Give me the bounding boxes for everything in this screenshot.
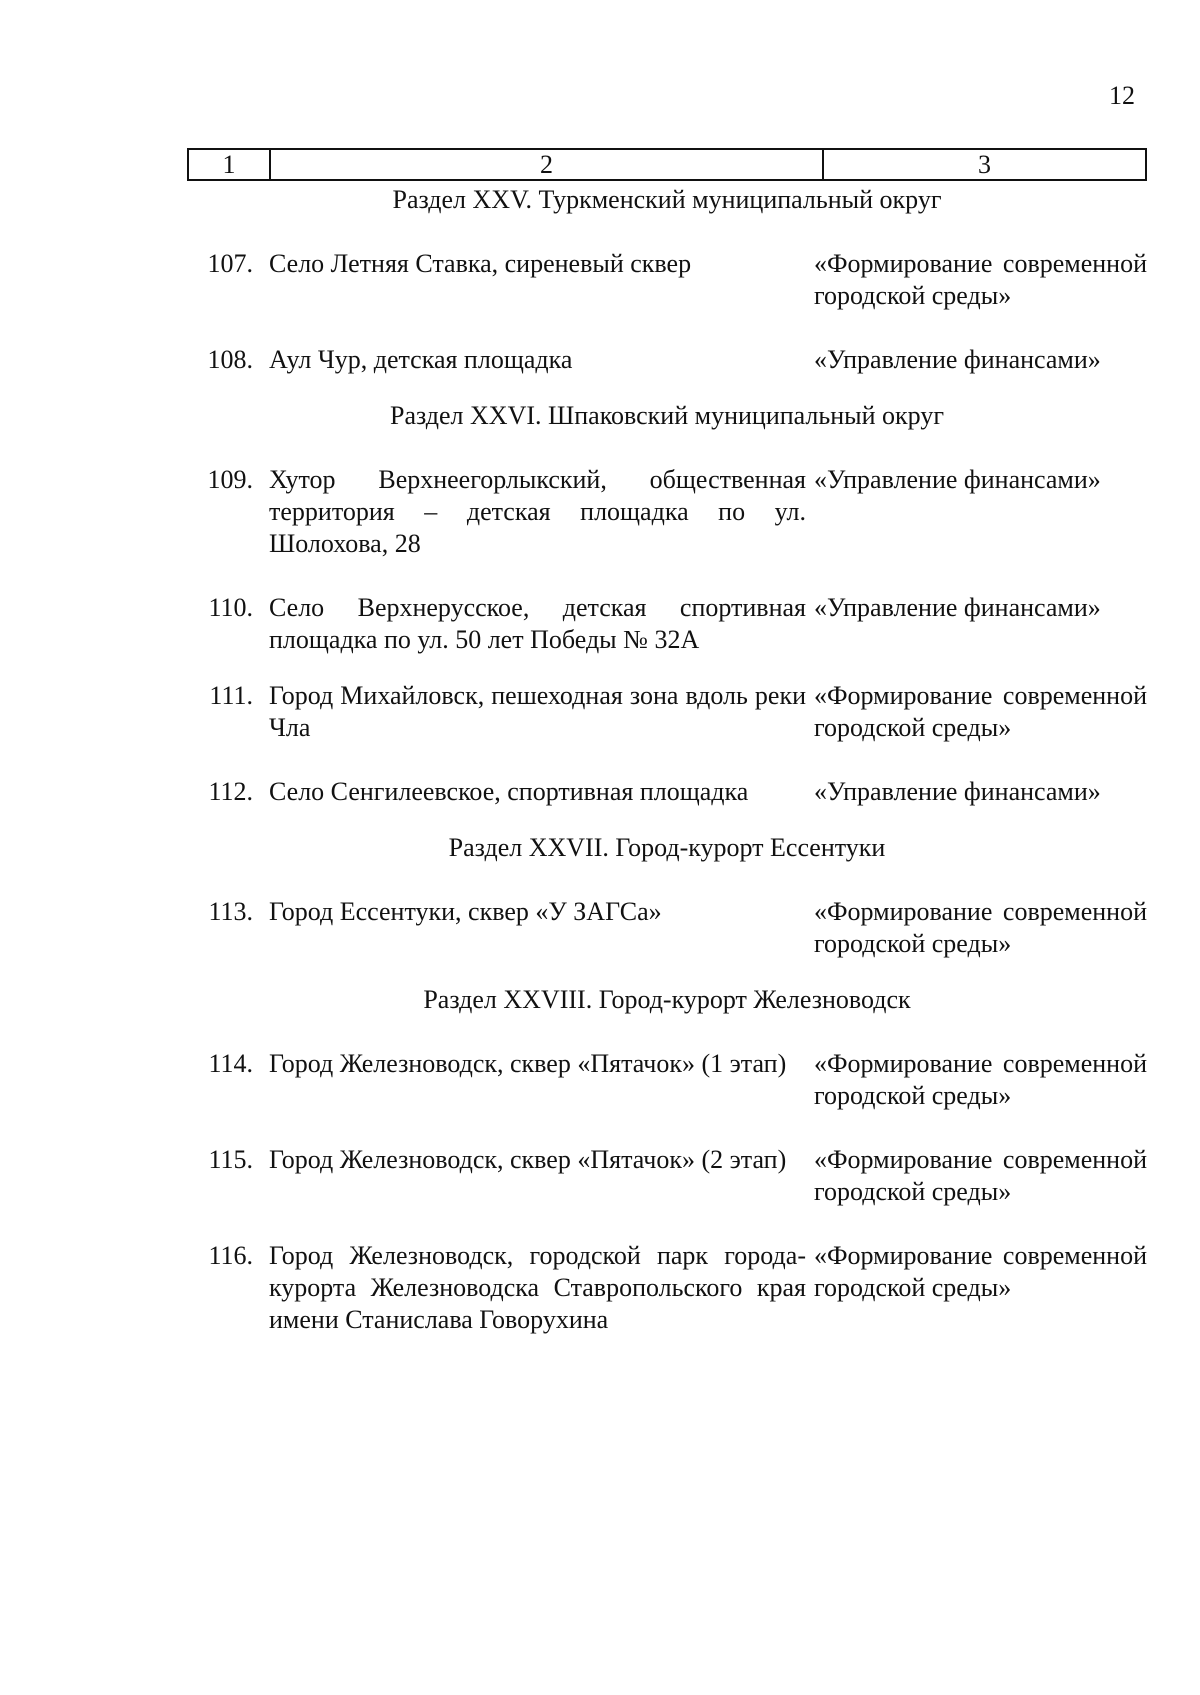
row-place: Город Михайловск, пешеходная зона вдоль реки Чла [269, 681, 806, 742]
section-title: Раздел XXVIII. Город-курорт Железноводск [423, 985, 911, 1014]
header-col-1: 1 [189, 150, 271, 179]
row-number: 107. [207, 249, 253, 278]
row-program: «Управление финансами» [814, 777, 1101, 806]
row-program: «Управление финансами» [814, 593, 1101, 622]
row-place: Город Ессентуки, сквер «У ЗАГСа» [269, 897, 662, 926]
section-title: Раздел XXVII. Город-курорт Ессентуки [448, 833, 886, 862]
row-number: 114. [208, 1049, 253, 1078]
row-program: «Формирование современной городской среды» [814, 681, 1147, 742]
table-body [187, 184, 1147, 1336]
row-program: «Управление финансами» [814, 345, 1101, 374]
row-place: Город Железноводск, сквер «Пятачок» (2 этап) [269, 1145, 787, 1174]
table-row [187, 776, 1147, 808]
row-place: Село Сенгилеевское, спортивная площадка [269, 777, 749, 806]
row-program: «Формирование современной городской среды» [814, 897, 1147, 958]
row-program: «Управление финансами» [814, 465, 1101, 494]
row-number: 108. [207, 345, 253, 374]
row-program: «Формирование современной городской среды» [814, 1241, 1147, 1302]
row-number: 109. [207, 465, 253, 494]
row-program: «Формирование современной городской среды» [814, 1049, 1147, 1110]
table-row [187, 1048, 1147, 1112]
row-program: «Формирование современной городской среды» [814, 1145, 1147, 1206]
table-row [187, 464, 1147, 560]
row-place: Город Железноводск, городской парк города-курорта Железноводска Ставропольского края имени Станислава Говорухина [269, 1241, 806, 1334]
row-number: 111. [209, 681, 253, 710]
table-row [187, 344, 1147, 376]
section-title: Раздел XXVI. Шпаковский муниципальный округ [389, 401, 945, 430]
table-row [187, 896, 1147, 960]
table-row [187, 248, 1147, 312]
row-number: 115. [208, 1145, 253, 1174]
table-row [187, 592, 1147, 656]
header-col-3: 3 [978, 150, 991, 179]
table-row [187, 680, 1147, 744]
row-number: 110. [208, 593, 253, 622]
row-place: Село Летняя Ставка, сиреневый сквер [269, 249, 692, 278]
row-place: Город Железноводск, сквер «Пятачок» (1 этап) [269, 1049, 787, 1078]
header-col-2: 2 [271, 150, 824, 179]
row-number: 112. [208, 777, 253, 806]
row-place: Село Верхнерусское, детская спортивная площадка по ул. 50 лет Победы № 32А [269, 593, 806, 654]
row-place: Аул Чур, детская площадка [269, 345, 573, 374]
row-program: «Формирование современной городской среды» [814, 249, 1147, 310]
row-place: Хутор Верхнеегорлыкский, общественная территория – детская площадка по ул. Шолохова, 28 [269, 465, 806, 558]
section-title: Раздел XXV. Туркменский муниципальный округ [392, 185, 942, 214]
page-number: 12 [1109, 81, 1135, 110]
table-row [187, 1144, 1147, 1208]
table-header [187, 148, 1147, 181]
table-row [187, 1240, 1147, 1336]
row-number: 113. [208, 897, 253, 926]
row-number: 116. [208, 1241, 253, 1270]
